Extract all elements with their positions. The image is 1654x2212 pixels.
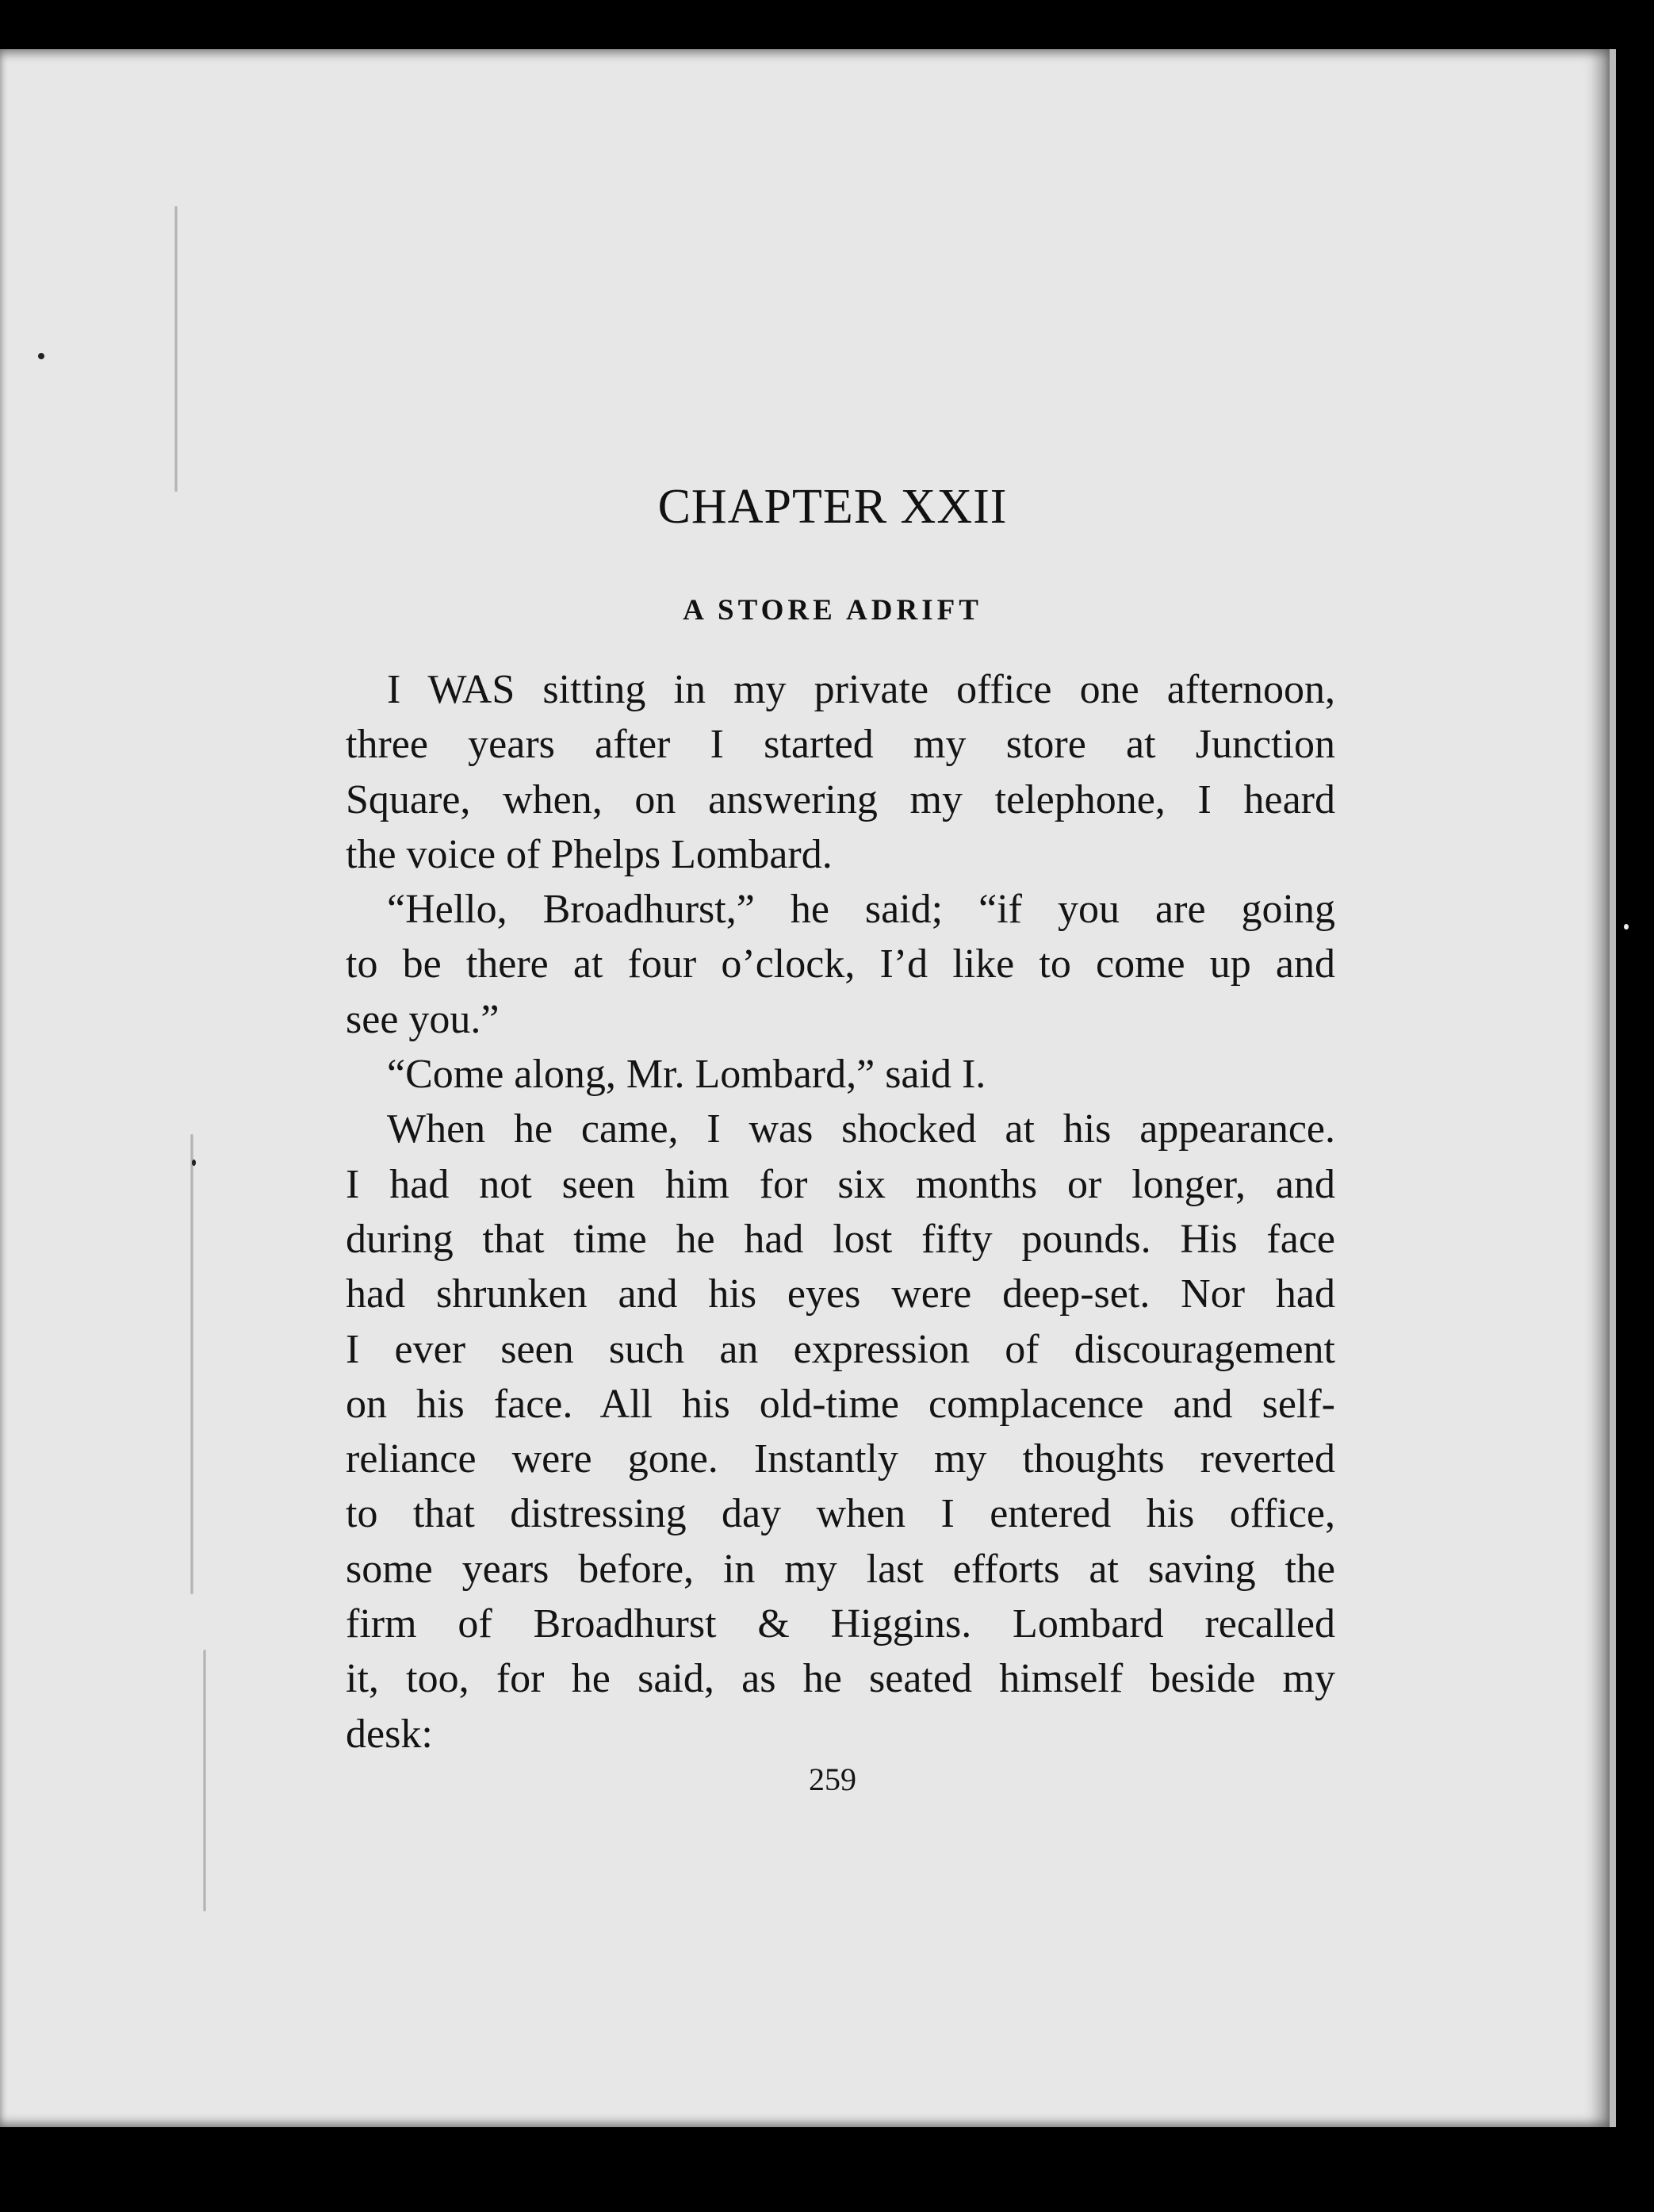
text-line: three years after I started my store at Junction	[346, 722, 1335, 768]
text-line: I WAS sitting in my private office one afternoon,	[387, 667, 1335, 712]
text-line: firm of Broadhurst & Higgins. Lombard recalled	[346, 1601, 1335, 1647]
chapter-subtitle: A STORE ADRIFT	[683, 594, 982, 627]
text-line: I ever seen such an expression of discouragement	[346, 1326, 1335, 1372]
text-line: “Hello, Broadhurst,” he said; “if you are going	[387, 887, 1335, 933]
text-line: “Come along, Mr. Lombard,” said I.	[387, 1052, 986, 1098]
text-line: had shrunken and his eyes were deep-set. Nor had	[346, 1271, 1335, 1317]
binding-gutter-line	[174, 206, 178, 492]
page-speck	[38, 353, 44, 359]
binding-gutter-line	[190, 1134, 193, 1594]
page-speck	[192, 1160, 196, 1166]
text-line: I had not seen him for six months or longer, and	[346, 1161, 1335, 1207]
text-line: some years before, in my last efforts at saving the	[346, 1546, 1335, 1592]
page-speck	[1624, 924, 1629, 930]
text-line: desk:	[346, 1711, 433, 1757]
chapter-title: CHAPTER XXII	[657, 480, 1008, 534]
text-line: to that distressing day when I entered his office,	[346, 1491, 1335, 1537]
chapter-body	[346, 662, 1335, 1762]
text-line: to be there at four o’clock, I’d like to come up and	[346, 941, 1335, 987]
text-line: during that time he had lost fifty pounds. His face	[346, 1216, 1335, 1262]
text-line: When he came, I was shocked at his appearance.	[387, 1106, 1335, 1152]
text-line: the voice of Phelps Lombard.	[346, 831, 833, 877]
text-line: reliance were gone. Instantly my thoughts reverted	[346, 1436, 1335, 1482]
page-edge	[1610, 49, 1616, 2127]
text-line: it, too, for he said, as he seated himself beside my	[346, 1656, 1335, 1702]
page-number: 259	[809, 1762, 856, 1797]
text-line: see you.”	[346, 996, 500, 1042]
text-line: Square, when, on answering my telephone, I heard	[346, 776, 1335, 822]
text-line: on his face. All his old-time complacence and self-	[346, 1381, 1335, 1427]
